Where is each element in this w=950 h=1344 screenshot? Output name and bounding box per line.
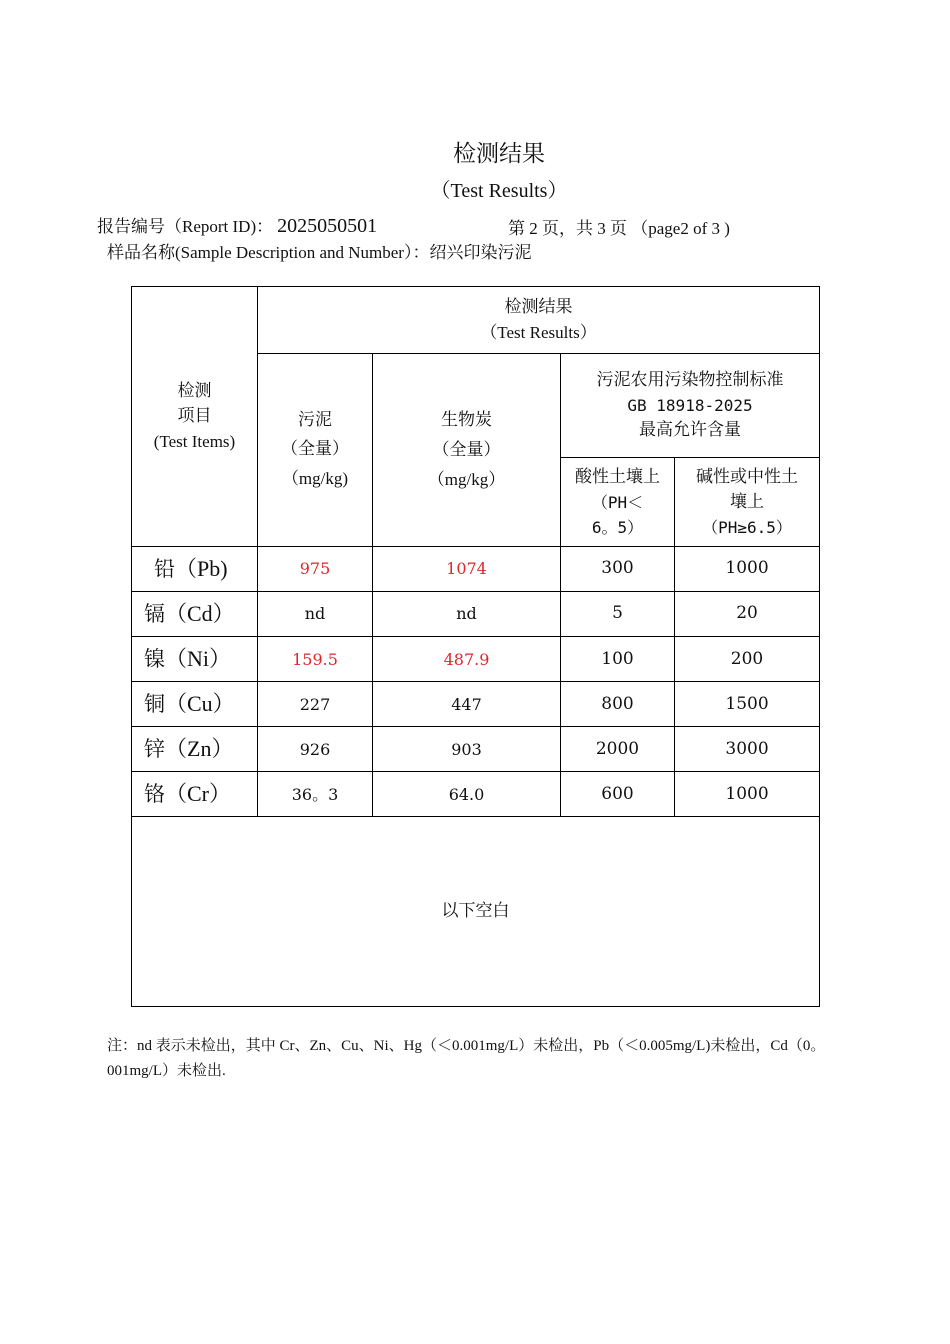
- sludge-value: 36。3: [258, 772, 373, 817]
- item-cell: [132, 682, 258, 727]
- biochar-header: [373, 354, 561, 547]
- item-name-cn: 镍: [144, 647, 165, 671]
- sludge-header-line: （mg/kg): [281, 469, 349, 489]
- biochar-header-line: （全量）: [432, 439, 501, 460]
- test-items-header-line: 检测: [177, 380, 212, 401]
- biochar-header-line: 生物炭: [441, 409, 492, 430]
- item-name-en: （Cr）: [165, 781, 232, 807]
- alkaline-soil-header: [675, 458, 820, 546]
- page-info: 第 2 页，共 3 页 （page2 of 3 ): [508, 219, 730, 238]
- acid-limit-value: 100: [561, 636, 675, 681]
- acid-limit-value: 5: [561, 591, 675, 636]
- table-row: [132, 546, 820, 591]
- standard-header-line: 最高允许含量: [639, 420, 742, 441]
- acid-limit-value: 600: [561, 772, 675, 817]
- report-id-value: 2025050501: [277, 215, 378, 237]
- biochar-value: 447: [373, 682, 561, 727]
- acid-limit-value: 800: [561, 682, 675, 727]
- item-cell: [132, 591, 258, 636]
- item-cell: [132, 727, 258, 772]
- sludge-header: [258, 354, 373, 547]
- item-cell: [132, 546, 258, 591]
- table-row: [132, 772, 820, 817]
- item-name-cn: 锌: [144, 737, 165, 762]
- sludge-value: 159.5: [258, 636, 373, 681]
- item-name-en: （Zn）: [165, 736, 234, 762]
- sludge-value: 227: [258, 682, 373, 727]
- item-cell: [132, 772, 258, 817]
- report-id-label: 报告编号（Report ID)：: [97, 217, 274, 236]
- item-name-cn: 铅: [154, 556, 175, 581]
- blank-remainder-note: 以下空白: [132, 817, 820, 1007]
- footnote: 注：nd 表示未检出，其中 Cr、Zn、Cu、Ni、Hg（＜0.001mg/L）未检出，Pb（＜0.005mg/L)未检出，Cd（0。001mg/L）未检出.: [107, 1038, 826, 1079]
- alkaline-limit-value: 3000: [675, 727, 820, 772]
- alkaline-limit-value: 20: [675, 591, 820, 636]
- sludge-value: 926: [258, 727, 373, 772]
- alkaline-limit-value: 1000: [675, 772, 820, 817]
- test-results-header-line: 检测结果: [504, 297, 573, 318]
- item-name-en: （Ni）: [165, 646, 232, 671]
- standard-header-line: GB 18918-2025: [627, 396, 753, 416]
- results-table: [131, 286, 820, 1007]
- item-name-cn: 铬: [144, 782, 165, 807]
- sludge-header-line: （全量）: [281, 439, 349, 460]
- biochar-header-line: （mg/kg）: [427, 469, 506, 489]
- sludge-value: 975: [258, 546, 373, 591]
- item-name-cn: 镉: [144, 601, 165, 626]
- alkaline-soil-header-line: （PH≥6.5）: [702, 517, 792, 537]
- biochar-value: nd: [373, 591, 561, 636]
- acid-soil-header-line: 6。5）: [591, 517, 644, 537]
- test-results-header-line: （Test Results）: [480, 323, 597, 343]
- standard-header-line: 污泥农用污染物控制标准: [596, 370, 784, 391]
- item-name-en: （Cu）: [165, 691, 235, 717]
- table-row: [132, 682, 820, 727]
- biochar-value: 487.9: [373, 636, 561, 681]
- alkaline-soil-header-line: 碱性或中性土: [696, 466, 799, 487]
- biochar-value: 1074: [373, 546, 561, 591]
- test-items-header-line: (Test Items): [153, 431, 236, 451]
- sludge-value: nd: [258, 591, 373, 636]
- alkaline-soil-header-line: 壤上: [730, 491, 765, 512]
- acid-soil-header-line: 酸性土壤上: [575, 466, 660, 487]
- test-items-header: [132, 287, 258, 547]
- biochar-value: 64.0: [373, 772, 561, 817]
- page-subtitle: （Test Results）: [430, 180, 568, 202]
- item-name-en: （Pb): [175, 555, 228, 581]
- item-name-cn: 铜: [144, 692, 165, 717]
- acid-soil-header-line: （PH＜: [591, 492, 644, 512]
- acid-limit-value: 2000: [561, 727, 675, 772]
- sample-description: 样品名称(Sample Description and Number）：绍兴印染污泥: [107, 243, 532, 262]
- alkaline-limit-value: 200: [675, 636, 820, 681]
- acid-limit-value: 300: [561, 546, 675, 591]
- alkaline-limit-value: 1000: [675, 546, 820, 591]
- acid-soil-header: [561, 458, 675, 546]
- page-title: 检测结果: [453, 141, 545, 167]
- standard-header: [561, 354, 820, 458]
- table-row: [132, 727, 820, 772]
- item-cell: [132, 636, 258, 681]
- alkaline-limit-value: 1500: [675, 682, 820, 727]
- item-name-en: （Cd）: [165, 600, 235, 626]
- report-id-line: [97, 212, 377, 238]
- test-results-header: [258, 287, 820, 354]
- sludge-header-line: 污泥: [298, 410, 332, 431]
- test-items-header-line: 项目: [177, 405, 212, 426]
- table-row: [132, 636, 820, 681]
- biochar-value: 903: [373, 727, 561, 772]
- table-row: [132, 591, 820, 636]
